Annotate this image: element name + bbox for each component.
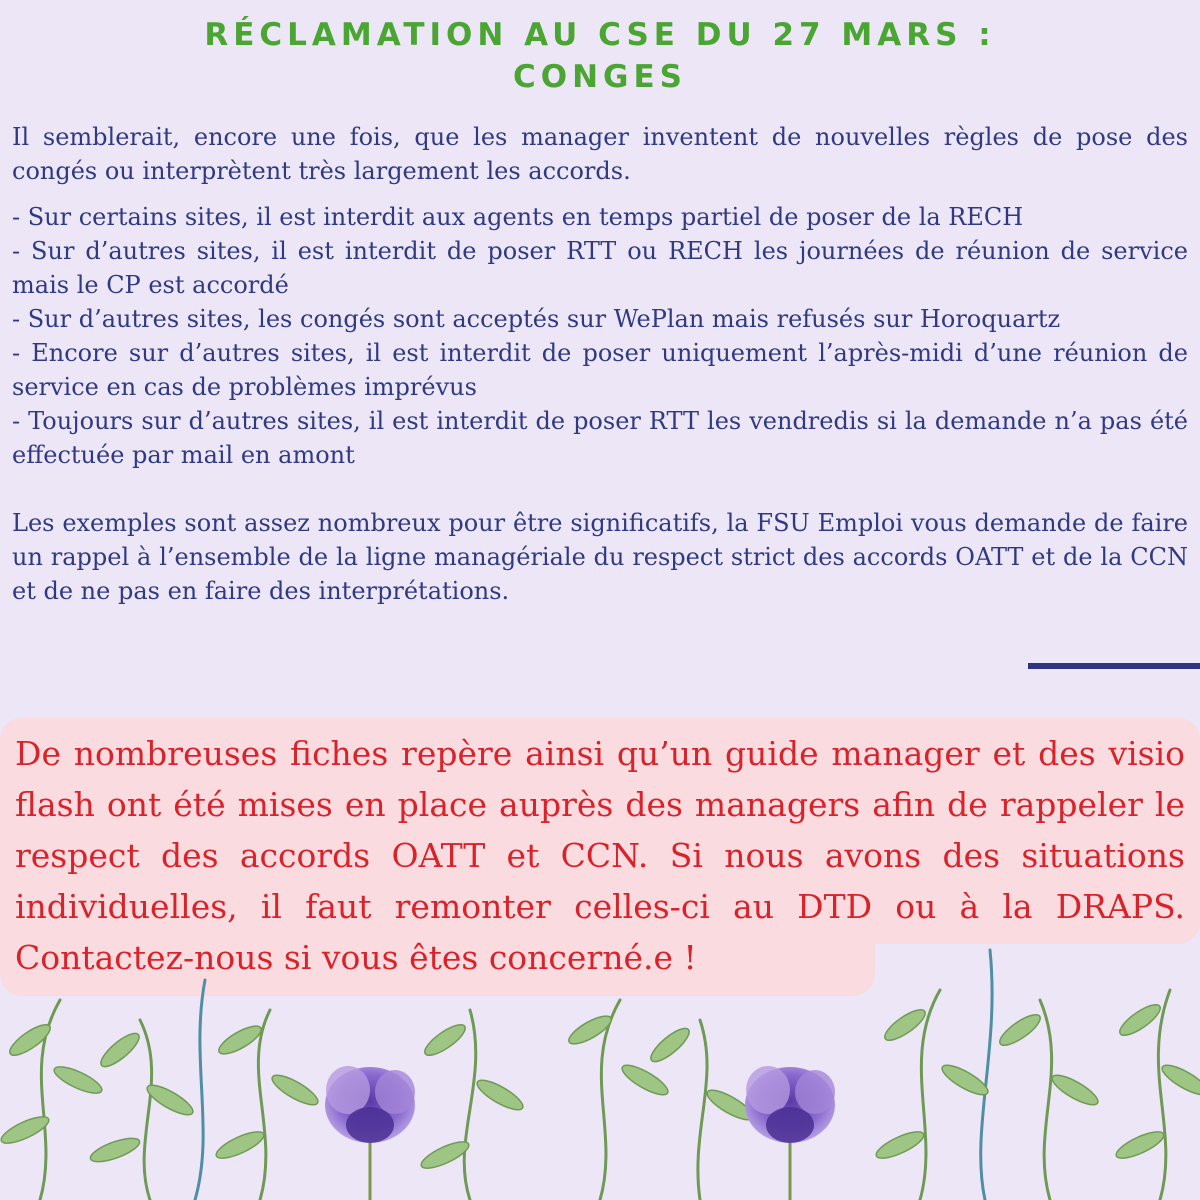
title-line-1: RÉCLAMATION AU CSE DU 27 MARS :: [204, 17, 996, 53]
purple-flower-left: [325, 1066, 415, 1200]
response-text: De nombreuses fiches repère ainsi qu’un guide manager et des visio flash ont été mises en place auprès des managers afin de rappeler le respect des accords OATT et CCN. Si nous avons des situations individuelles, il faut remonter celles-ci au DTD ou à la DRAPS. Contactez-nous si vous êtes concerné.e !: [15, 734, 1185, 977]
title-line-2: CONGES: [513, 59, 687, 95]
section-divider: [1028, 663, 1200, 669]
example-item: - Toujours sur d’autres sites, il est interdit de poser RTT les vendredis si la demande n’a pas été effectuée par mail en amont: [12, 407, 1188, 469]
floral-decoration: [0, 930, 1200, 1200]
purple-flower-right: [745, 1066, 835, 1200]
example-item: - Encore sur d’autres sites, il est interdit de poser uniquement l’après-midi d’une réunion de service en cas de problèmes imprévus: [12, 339, 1188, 401]
example-item: - Sur certains sites, il est interdit aux agents en temps partiel de poser de la RECH: [12, 203, 1024, 231]
blue-tendrils: [195, 950, 992, 1200]
intro-paragraph: Il semblerait, encore une fois, que les manager inventent de nouvelles règles de pose des congés ou interprètent très largement les accords.: [12, 123, 1188, 185]
complaint-body: [12, 120, 1188, 620]
example-item: - Sur d’autres sites, les congés sont acceptés sur WePlan mais refusés sur Horoquartz: [12, 305, 1061, 333]
leaves: [0, 1000, 1200, 1174]
page-title: [0, 14, 1200, 98]
conclusion-paragraph: Les exemples sont assez nombreux pour être significatifs, la FSU Emploi vous demande de faire un rappel à l’ensemble de la ligne managériale du respect strict des accords OATT et de la CCN et de ne pas en faire des interprétations.: [12, 509, 1188, 605]
example-item: - Sur d’autres sites, il est interdit de poser RTT ou RECH les journées de réunion de service mais le CP est accordé: [12, 237, 1188, 299]
examples-list: [12, 200, 1188, 472]
